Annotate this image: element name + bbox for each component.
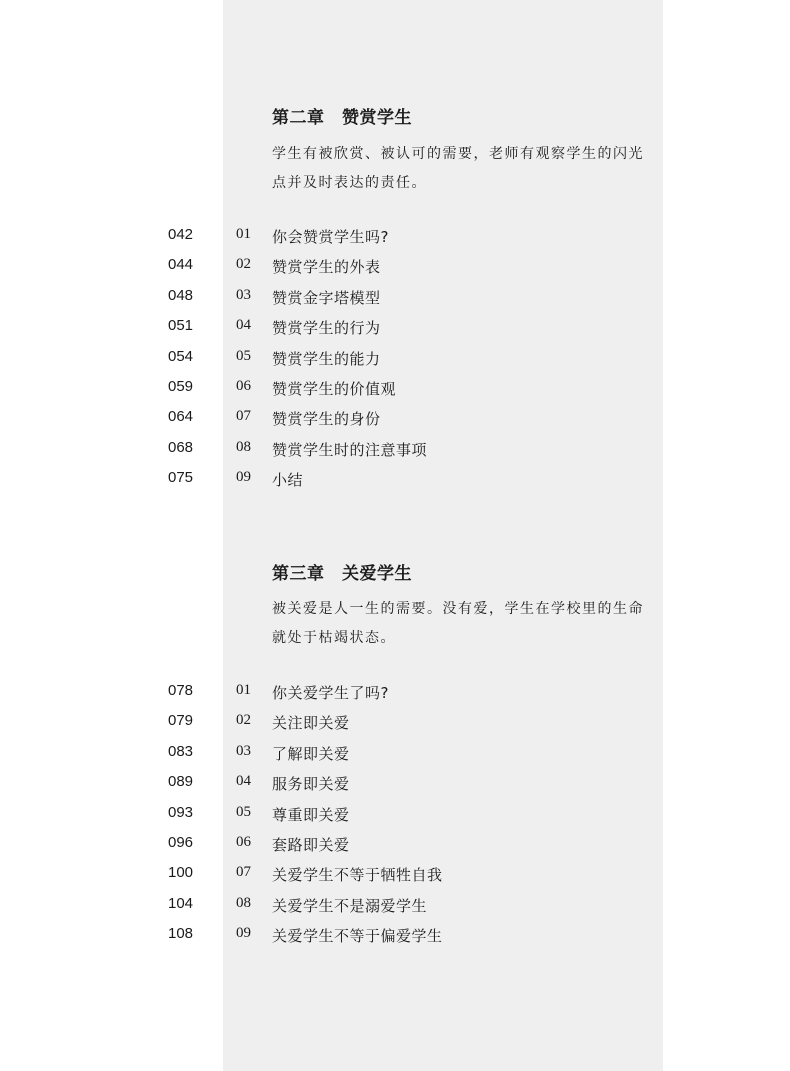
- toc-page-number: 042: [168, 226, 194, 243]
- toc-row[interactable]: [0, 287, 790, 317]
- toc-row[interactable]: [0, 469, 790, 499]
- toc-section-number: 06: [236, 377, 251, 394]
- toc-page-number: 108: [168, 925, 194, 943]
- toc-section-title: 服务即关爱: [272, 775, 350, 794]
- toc-page-number: 100: [168, 864, 194, 882]
- toc-section-title: 关爱学生不等于偏爱学生: [272, 927, 443, 946]
- toc-row[interactable]: [0, 226, 790, 256]
- toc-section-number: 04: [236, 317, 251, 334]
- toc-page-number: 048: [168, 286, 194, 304]
- toc-row[interactable]: [0, 773, 790, 803]
- toc-row[interactable]: [0, 378, 790, 408]
- toc-section-title: 关爱学生不等于牺牲自我: [272, 866, 443, 885]
- toc-section-number: 08: [236, 438, 251, 455]
- toc-row[interactable]: [0, 834, 790, 864]
- toc-page-number: 068: [168, 438, 194, 456]
- toc-page-number: 051: [168, 317, 194, 335]
- toc-section-title: 小结: [272, 471, 304, 490]
- toc-section-title: 了解即关爱: [272, 744, 350, 763]
- toc-section-number: 09: [236, 925, 251, 942]
- toc-page-number: 054: [168, 347, 194, 365]
- toc-page-number: 093: [168, 803, 194, 821]
- toc-section-title: 赞赏学生的能力: [272, 349, 381, 368]
- toc-section-number: 04: [236, 773, 251, 790]
- toc-page-number: 044: [168, 256, 194, 274]
- chapter-title: 第三章 关爱学生: [272, 564, 412, 584]
- toc-section-number: 01: [236, 682, 251, 698]
- chapter-title: 第二章 赞赏学生: [272, 108, 412, 128]
- toc-section-title: 关爱学生不是溺爱学生: [272, 896, 428, 915]
- toc-section-number: 07: [236, 864, 251, 881]
- toc-row[interactable]: [0, 682, 790, 712]
- toc-section-number: 05: [236, 803, 251, 820]
- toc-row[interactable]: [0, 895, 790, 925]
- toc-section-title: 赞赏学生的外表: [272, 258, 381, 277]
- toc-section-number: 08: [236, 894, 251, 911]
- toc-row[interactable]: [0, 439, 790, 469]
- toc-page-number: 096: [168, 833, 194, 851]
- chapter-description: 被关爱是人一生的需要。没有爱，学生在学校里的生命就处于枯竭状态。: [272, 601, 644, 646]
- toc-section-number: 02: [236, 256, 251, 273]
- toc-section-title: 关注即关爱: [272, 714, 350, 733]
- toc-row[interactable]: [0, 256, 790, 286]
- toc-page-number: 089: [168, 773, 194, 791]
- toc-section-number: 03: [236, 742, 251, 759]
- toc-section-title: 赞赏学生时的注意事项: [272, 440, 428, 459]
- toc-section-title: 尊重即关爱: [272, 805, 350, 824]
- toc-section-number: 05: [236, 347, 251, 364]
- toc-section-title: 你会赞赏学生吗?: [272, 228, 389, 246]
- toc-page-number: 075: [168, 469, 194, 487]
- toc-row[interactable]: [0, 743, 790, 773]
- toc-page-number: 078: [168, 682, 194, 699]
- toc-list: [0, 226, 790, 500]
- toc-row[interactable]: [0, 712, 790, 742]
- toc-row[interactable]: [0, 348, 790, 378]
- toc-page-number: 079: [168, 712, 194, 730]
- toc-section-title: 套路即关爱: [272, 835, 350, 854]
- toc-page-number: 059: [168, 377, 194, 395]
- toc-row[interactable]: [0, 317, 790, 347]
- chapter-description: 学生有被欣赏、被认可的需要，老师有观察学生的闪光点并及时表达的责任。: [272, 146, 644, 191]
- toc-section-title: 赞赏学生的价值观: [272, 379, 397, 398]
- toc-section-number: 09: [236, 469, 251, 486]
- toc-section-number: 07: [236, 408, 251, 425]
- toc-page-number: 104: [168, 894, 194, 912]
- toc-row[interactable]: [0, 408, 790, 438]
- toc-section-number: 02: [236, 712, 251, 729]
- toc-page-number: 064: [168, 408, 194, 426]
- toc-page-number: 083: [168, 742, 194, 760]
- toc-row[interactable]: [0, 925, 790, 955]
- toc-row[interactable]: [0, 804, 790, 834]
- toc-section-number: 01: [236, 226, 251, 242]
- toc-section-number: 03: [236, 286, 251, 303]
- toc-section-title: 赞赏学生的身份: [272, 410, 381, 429]
- toc-section-number: 06: [236, 833, 251, 850]
- toc-section-title: 你关爱学生了吗?: [272, 684, 389, 702]
- toc-row[interactable]: [0, 864, 790, 894]
- toc-section-title: 赞赏学生的行为: [272, 319, 381, 338]
- toc-list: [0, 682, 790, 956]
- toc-section-title: 赞赏金字塔模型: [272, 288, 381, 307]
